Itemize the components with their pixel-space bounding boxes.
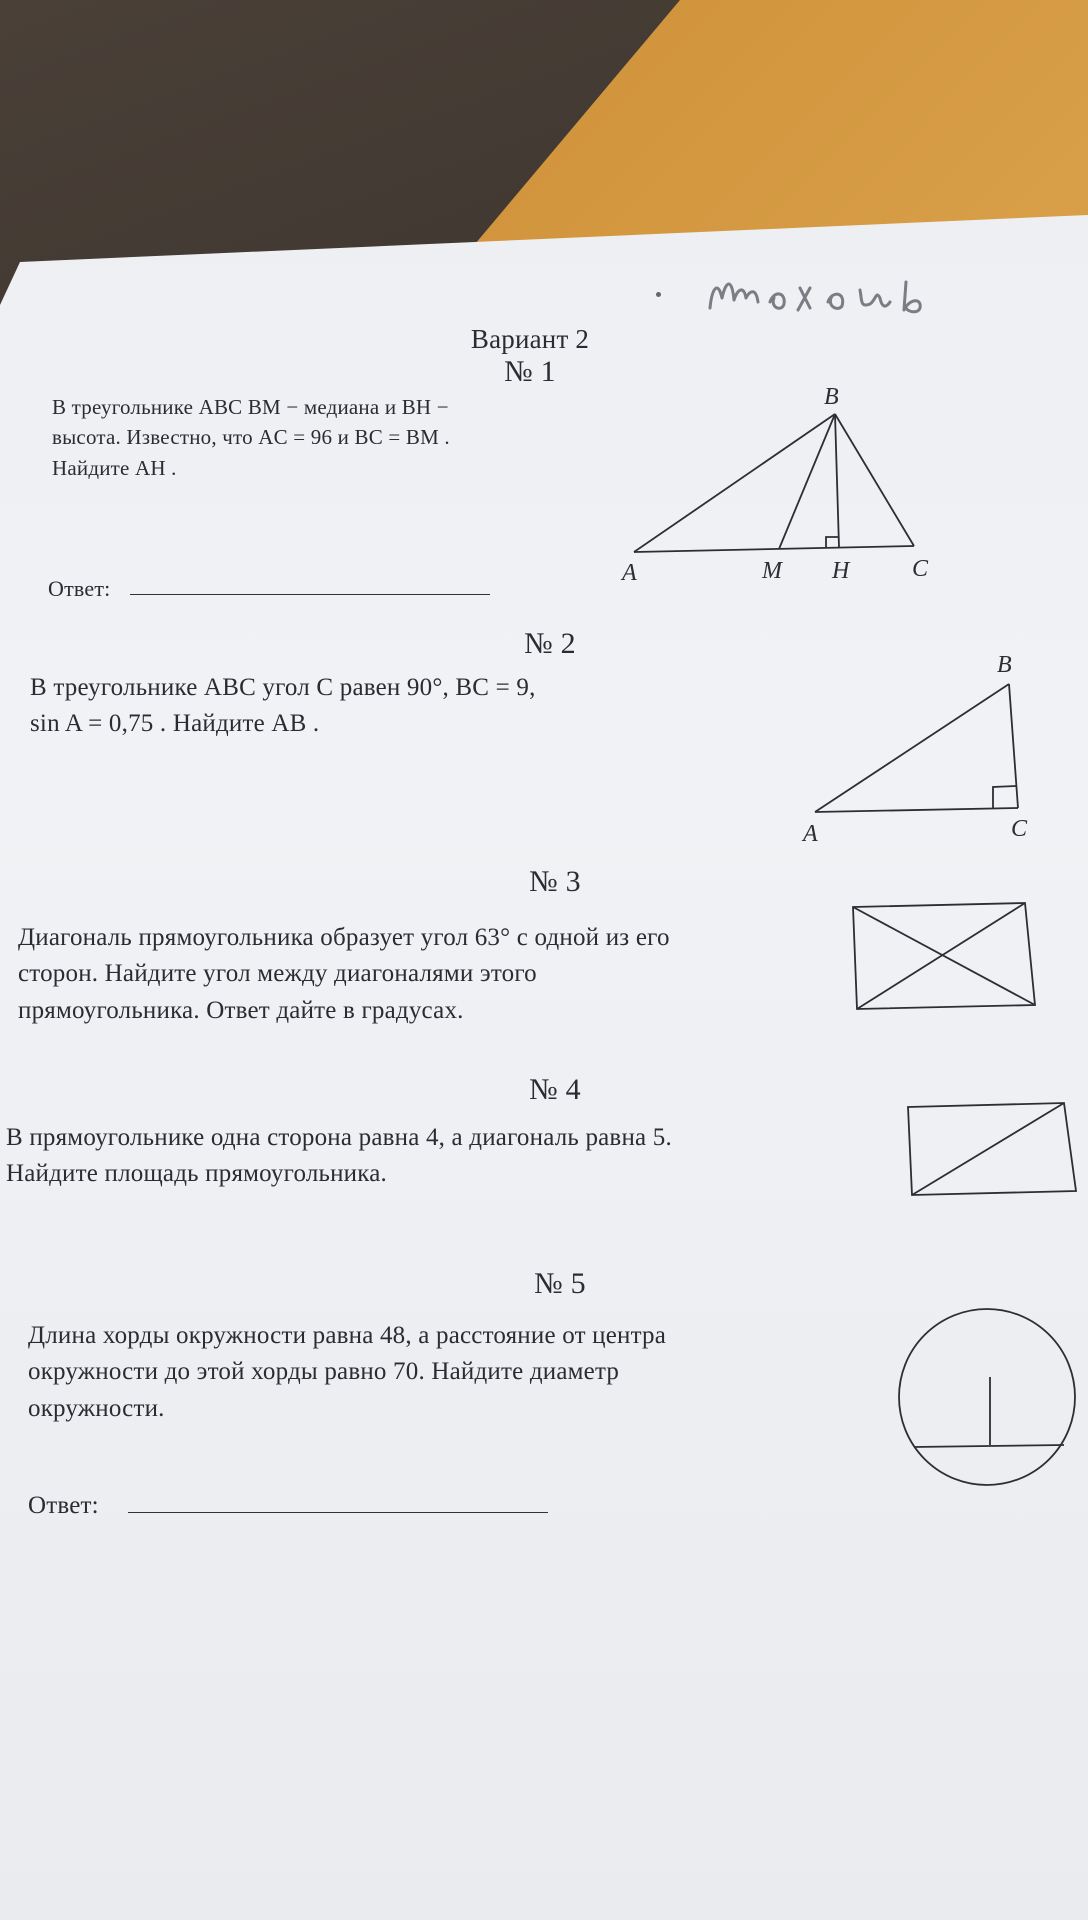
label-b: B [997,652,1012,678]
side-ac [634,546,914,552]
task1-answer-label: Ответ: [48,576,111,601]
task5-circle-figure [890,1305,1080,1495]
task1-line: Найдите AH . [52,455,177,480]
label-h: H [832,558,850,584]
chord [914,1445,1064,1447]
side-bc [835,414,914,546]
task2-text [30,670,790,743]
task5-number: № 5 [534,1267,586,1300]
task5-line: Длина хорды окружности равна 48, а расстояние от центра [28,1322,667,1349]
label-c: C [1011,816,1028,842]
task4-text [6,1120,866,1193]
label-b: B [824,384,839,410]
label-c: C [912,556,929,582]
task2-triangle-figure [795,650,1055,850]
task5-text [28,1318,868,1427]
right-angle-mark [993,786,1016,808]
task2-number: № 2 [524,627,576,660]
task3-line: Диагональ прямоугольника образует угол 63° с одной из его [18,924,670,951]
label-a: A [622,560,637,586]
side-ac [815,808,1018,812]
label-a: A [803,821,818,847]
task5-line: окружности до этой хорды равно 70. Найдите диаметр [28,1358,620,1386]
task1-triangle-figure [620,380,950,600]
side-bc [1009,684,1018,808]
diagonal-2 [857,903,1025,1009]
task3-line: сторон. Найдите угол между диагоналями этого [18,960,537,988]
circle [899,1309,1075,1485]
task1-answer-line[interactable] [130,594,490,595]
task4-line: Найдите площадь прямоугольника. [6,1160,387,1188]
side-ab [815,684,1009,812]
diagonal-1 [853,907,1035,1005]
task2-line: sin A = 0,75 . Найдите AB . [30,710,320,738]
task1-number: № 1 [504,355,556,388]
task1-text [52,392,622,483]
signature-dot [656,292,661,297]
diagonal [912,1103,1064,1195]
task5-answer-label: Ответ: [28,1492,99,1519]
task2-line: В треугольнике ABC угол C равен 90°, BC = 9, [30,674,536,701]
task3-rectangle-figure [845,895,1045,1015]
right-angle-mark [826,537,839,547]
handwritten-signature [700,268,1000,323]
task4-line: В прямоугольнике одна сторона равна 4, а диагональ равна 5. [6,1124,672,1151]
task3-text [18,920,838,1029]
task3-number: № 3 [529,865,581,898]
task5-answer-line[interactable] [128,1512,548,1513]
label-m: M [762,558,782,584]
height-bh [835,414,839,547]
task3-line: прямоугольника. Ответ дайте в градусах. [18,996,464,1024]
task4-rectangle-figure [900,1095,1080,1205]
side-ab [634,414,835,552]
task1-line: В треугольнике ABC BM − медиана и BH − [52,395,449,419]
task5-line: окружности. [28,1394,165,1422]
variant-title: Вариант 2 [470,324,590,354]
task4-number: № 4 [529,1073,581,1106]
task1-line: высота. Известно, что AC = 96 и BC = BM . [52,425,450,450]
